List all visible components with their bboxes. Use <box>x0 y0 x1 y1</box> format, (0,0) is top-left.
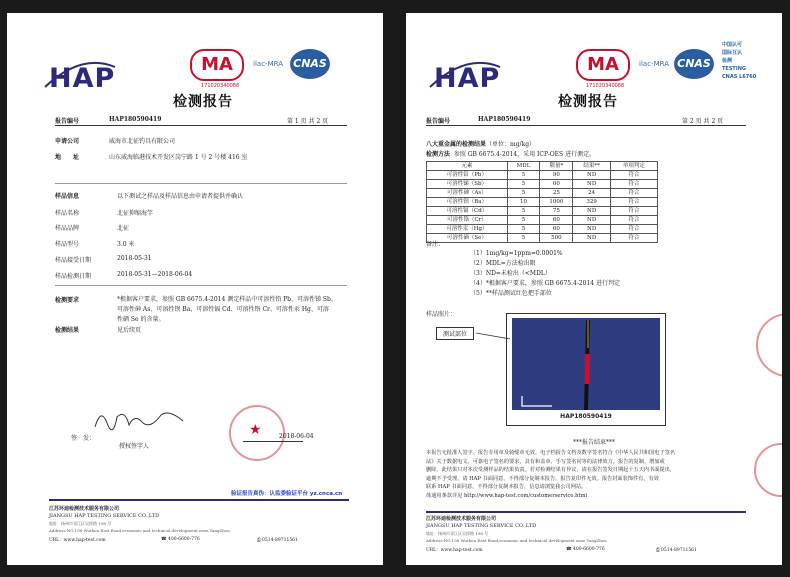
table-row <box>427 171 658 180</box>
cert-line: 中国认可 <box>722 42 743 48</box>
table-cell: ND <box>573 234 610 243</box>
page-indicator: 第 1 页 共 2 页 <box>287 118 329 125</box>
footer-company-cn: 江苏环迪检测技术服务有限公司 <box>49 506 120 512</box>
table-cell: 5 <box>507 189 540 198</box>
footer-divider <box>426 511 746 513</box>
table-cell: 符合 <box>610 171 657 180</box>
cert-number: 171020340088 <box>586 83 625 89</box>
note-item: （1）1mg/kg=1ppm=0.0001% <box>470 250 563 257</box>
table-cell: 500 <box>540 234 573 243</box>
report-end: ***报告结束*** <box>572 439 615 446</box>
test-area-tag: 测试部位 <box>436 327 474 340</box>
ma-logo: MA <box>576 49 630 81</box>
report-no: HAP180590419 <box>478 116 531 123</box>
table-cell: 符合 <box>610 180 657 189</box>
note-item: （4）*根据客户要求，参照 GB 6675.4-2014 进行判定 <box>470 280 621 287</box>
report-no-label: 报告编号 <box>426 118 451 125</box>
divider <box>426 125 746 126</box>
table-cell: 可溶性汞（Hg） <box>427 225 508 234</box>
table-cell: 符合 <box>610 189 657 198</box>
table-cell: 60 <box>540 225 573 234</box>
sign-label: 签 发： <box>71 435 96 442</box>
method-line <box>426 149 595 158</box>
report-no: HAP180590419 <box>109 116 162 123</box>
metals-results-table <box>426 161 658 243</box>
table-row <box>427 198 658 207</box>
receive-date-label: 样品接受日期 <box>55 257 92 264</box>
footer-fax-value: 0514-89711561 <box>262 538 298 543</box>
test-requirement-line: *根据客户要求，参照 GB 6675.4-2014 测定样品中可溶性铅 Pb、可溶性锑 Sb、 <box>117 296 337 303</box>
sample-model: 3.0 米 <box>117 241 135 248</box>
hap-logo-text: HAP <box>434 63 501 94</box>
table-cell: 5 <box>507 207 540 216</box>
address-label: 地 址 <box>55 154 80 161</box>
disclaimer-line: 删除，此结果只对本次受测样品的结果负责。若对检测结果有异议，请在报告签发日期起十五天内书面提出， <box>426 467 676 473</box>
table-cell: 5 <box>507 180 540 189</box>
table-row <box>427 207 658 216</box>
disclaimer-line: 本报告无批准人签字、报告专用章及骑缝章无效。电子档报告文档及数字签名符合《中华人民共和国电子签名 <box>426 450 676 456</box>
sample-name: 北征抑缩海竿 <box>117 210 154 217</box>
ilac-mra-logo: ilac-MRA <box>639 60 669 68</box>
test-requirement-line: 性硒 Se 的含量。 <box>117 316 165 323</box>
table-cell: ND <box>573 225 610 234</box>
cert-number: 171020340088 <box>201 83 240 89</box>
table-cell: 90 <box>540 171 573 180</box>
photo-label: 样品照片： <box>426 311 457 318</box>
footer-fax: ⎙ 0514-89711561 <box>257 538 298 543</box>
sample-photo <box>506 313 666 426</box>
table-cell: 符合 <box>610 216 657 225</box>
table-cell: ND <box>573 171 610 180</box>
method: 参照 GB 6675.4-2014，采用 ICP-OES 进行测定。 <box>453 151 596 158</box>
disclaimer-line: 法》关于数据电文、可靠电子签名的要求，具有和盖章、手写签名同等的法律效力。报告的复制、增加或 <box>426 458 665 465</box>
table-cell: 25 <box>540 189 573 198</box>
table-cell: 60 <box>540 216 573 225</box>
table-cell: 符合 <box>610 234 657 243</box>
footer-address-en: Address:NO.198 Wuthou East Road,economic and technical development zone,YangZhou <box>49 528 230 533</box>
notes-label: 备注： <box>426 241 445 248</box>
sign-date: 2018-06-04 <box>279 433 314 440</box>
test-date-label: 样品检测日期 <box>55 273 92 280</box>
note-item: （2）MDL=方法检出限 <box>470 260 536 267</box>
photo-caption: HAP180590419 <box>560 413 612 420</box>
note-item: （5）**样品测试红色把手部位 <box>470 290 552 297</box>
table-row <box>427 180 658 189</box>
divider <box>55 125 347 126</box>
signer-label: 授权签字人 <box>119 443 150 450</box>
table-cell: 10 <box>507 198 540 207</box>
table-cell: 1000 <box>540 198 573 207</box>
test-requirement-label: 检测要求 <box>55 297 80 304</box>
footer-url[interactable]: URL：www.hap-test.com <box>426 548 483 553</box>
address: 山东威海临港技术开发区岗宁路 1 号 2 号楼 416 室 <box>109 154 248 161</box>
cert-line: TESTING <box>722 66 746 72</box>
note-item: （3）ND=未检出（<MDL） <box>470 270 551 277</box>
footer-fax-value: 0514-89711561 <box>661 548 697 553</box>
table-cell: 符合 <box>610 207 657 216</box>
footer-tel-value: 400-6600-776 <box>573 547 605 552</box>
table-cell: 可溶性铅（Pb） <box>427 171 508 180</box>
sample-brand-label: 样品品牌 <box>55 225 80 232</box>
section-unit: （单位：mg/kg） <box>486 141 536 148</box>
table-cell: ND <box>573 216 610 225</box>
footer-address-cn: 地址：扬州市邗江区吴桥路 198 号 <box>49 521 112 526</box>
sample-photo-image <box>512 318 660 410</box>
table-cell: 5 <box>507 216 540 225</box>
disclaimer-line: 逾期不予受理。请 HAP 书面同意，不得部分复制本报告。报告复印件无效。报告封面装饰件有，有效 <box>426 475 659 482</box>
sample-model-label: 样品型号 <box>55 241 80 248</box>
table-cell: 24 <box>573 189 610 198</box>
table-row <box>427 234 658 243</box>
cnas-logo: CNAS <box>290 49 330 79</box>
table-cell: 5 <box>507 225 540 234</box>
table-cell: 329 <box>573 198 610 207</box>
table-cell: 可溶性砷（As） <box>427 189 508 198</box>
cnas-logo: CNAS <box>674 49 714 79</box>
footer-company-en: JIANGSU HAP TESTING SERVICE CO.,LTD <box>426 523 537 529</box>
table-header-row <box>427 162 658 171</box>
divider <box>55 285 347 286</box>
test-requirement <box>117 295 357 325</box>
cnas-cert-block <box>722 41 756 81</box>
footer-address-en: Address:NO.198 Wuthou East Road,economic and technical development zone,YangZhou <box>426 538 607 543</box>
footer-tel: ☎ 400-6600-776 <box>161 537 200 542</box>
table-cell: 符合 <box>610 198 657 207</box>
table-header: 元素 <box>427 162 508 171</box>
table-cell: 5 <box>507 171 540 180</box>
footer-tel: ☎ 400-6600-776 <box>566 547 605 552</box>
report-title: 检测报告 <box>173 94 233 110</box>
footer-url[interactable]: URL：www.hap-test.com <box>49 538 106 543</box>
table-cell: 可溶性锑（Sb） <box>427 180 508 189</box>
test-date: 2018-05-31—2018-06-04 <box>117 271 193 278</box>
table-header: MDL <box>507 162 540 171</box>
result-label: 检测结果 <box>55 327 80 334</box>
table-header: 单项判定 <box>610 162 657 171</box>
cert-line: CNAS L6760 <box>722 74 757 80</box>
sample-brand: 北征 <box>117 225 130 232</box>
table-row <box>427 225 658 234</box>
sample-info: 以下测试之样品及样品信息由申请者提供并确认 <box>117 193 244 200</box>
table-cell: 60 <box>540 180 573 189</box>
table-cell: 可溶性钡（Ba） <box>427 198 508 207</box>
verify-link[interactable]: 验证报告真伪：认监委验证平台 yz.cnca.cn <box>231 491 343 497</box>
page-indicator: 第 2 页 共 2 页 <box>682 118 724 125</box>
footer-company-cn: 江苏环迪检测技术服务有限公司 <box>426 516 497 522</box>
table-cell: 符合 <box>610 225 657 234</box>
section-title: 八大重金属的检测结果 <box>426 141 487 148</box>
sample-name-label: 样品名称 <box>55 210 80 217</box>
fishing-rod-icon <box>512 318 660 410</box>
sign-date-line <box>243 441 303 442</box>
table-cell: 可溶性铬（Cr） <box>427 216 508 225</box>
table-cell: 75 <box>540 207 573 216</box>
red-seal-stamp <box>229 405 285 461</box>
footer-company-en: JIANGSU HAP TESTING SERVICE CO.,LTD <box>49 513 160 519</box>
applicant: 威海市北征钓具有限公司 <box>109 138 176 145</box>
disclaimer-line: 联系 HAP 书面同意，不得部分复制本报告，信息请浏览我公司网站。 <box>426 484 587 490</box>
pointer-line <box>476 331 510 341</box>
applicant-label: 申请公司 <box>55 138 80 145</box>
disclaimer-line: 体通用条款详见 http://www.hap-test.com/customerservice.html <box>426 492 588 499</box>
red-seal-stamp <box>756 313 782 377</box>
footer-address-cn: 地址：扬州市邗江区吴桥路 198 号 <box>426 531 489 536</box>
report-page-2 <box>406 13 782 565</box>
table-cell: 5 <box>507 234 540 243</box>
divider <box>55 183 347 184</box>
hap-logo <box>41 57 119 95</box>
table-cell: 可溶性镉（Cd） <box>427 207 508 216</box>
notes-list <box>470 249 620 299</box>
hap-logo-text: HAP <box>49 63 116 94</box>
test-requirement-line: 可溶性砷 As、可溶性钡 Ba、可溶性镉 Cd、可溶性铬 Cr、可溶性汞 Hg、可溶 <box>117 306 329 313</box>
signature-icon <box>91 405 191 435</box>
table-header: 结果** <box>573 162 610 171</box>
footer-fax: ⎙ 0514-89711561 <box>656 548 697 553</box>
cert-line: 检测 <box>722 58 733 64</box>
table-cell: ND <box>573 180 610 189</box>
ma-logo: MA <box>190 49 244 81</box>
hap-logo <box>426 57 504 95</box>
result-value: 见后续页 <box>117 327 142 334</box>
table-cell: 可溶性硒（Se） <box>427 234 508 243</box>
ilac-mra-logo: ilac-MRA <box>253 60 283 68</box>
table-row <box>427 189 658 198</box>
footer-tel-value: 400-6600-776 <box>168 537 200 542</box>
report-page-1 <box>7 13 383 565</box>
footer-divider <box>49 499 349 501</box>
table-header: 限量* <box>540 162 573 171</box>
table-row <box>427 216 658 225</box>
section-heading <box>426 139 535 148</box>
disclaimer <box>426 449 762 500</box>
cert-line: 国际互认 <box>722 50 743 56</box>
table-cell: ND <box>573 207 610 216</box>
receive-date: 2018-05-31 <box>117 255 152 262</box>
seal-star-icon: ★ <box>249 422 262 438</box>
report-no-label: 报告编号 <box>55 118 80 125</box>
report-title: 检测报告 <box>558 94 618 110</box>
method-label: 检测方法 <box>426 151 451 158</box>
sample-info-label: 样品信息 <box>55 193 80 200</box>
